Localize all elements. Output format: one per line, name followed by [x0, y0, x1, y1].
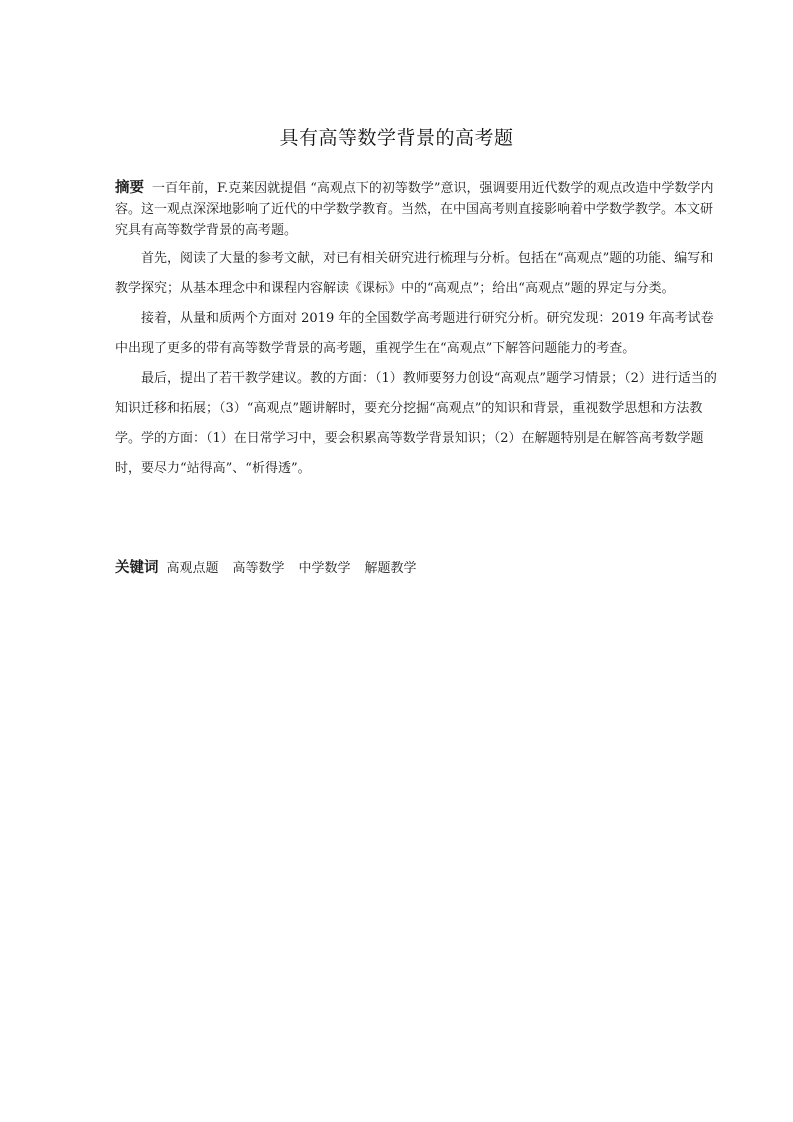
abstract-paragraph-2: 接着，从量和质两个方面对 2019 年的全国数学高考题进行研究分析。研究发现：2019 年高考试卷中出现了更多的带有高等数学背景的高考题，重视学生在“高观点”下解答问题能力的考查。: [115, 311, 714, 356]
abstract-intro-paragraph: [115, 178, 719, 241]
document-title: 具有高等数学背景的高考题: [279, 127, 514, 149]
abstract-intro-text: 一百年前，F.克莱因就提倡 “高观点下的初等数学”意识，强调要用近代数学的观点改造中学数学内容。这一观点深深地影响了近代的中学数学教育。当然，在中国高考则直接影响着中学数学教学。本文研究具有高等数学背景的高考题。: [115, 181, 714, 238]
keyword-item: 中学数学: [298, 561, 351, 576]
keywords-label: 关键词: [115, 560, 159, 576]
abstract-paragraph-1: 首先，阅读了大量的参考文献，对已有相关研究进行梳理与分析。包括在“高观点”题的功能、编写和教学探究；从基本理念中和课程内容解读《课标》中的“高观点”；给出“高观点”题的界定与分类。: [115, 251, 714, 296]
abstract-section: [115, 178, 719, 484]
keyword-item: 高观点题: [166, 561, 219, 576]
abstract-label: 摘要: [115, 180, 144, 196]
keyword-item: 高等数学: [232, 561, 285, 576]
keywords-line: [115, 557, 719, 580]
keyword-item: 解题教学: [364, 561, 417, 576]
abstract-paragraph-3: 最后，提出了若干教学建议。教的方面：（1）教师要努力创设“高观点”题学习情景；（2）进行适当的知识迁移和拓展；（3）“高观点”题讲解时，要充分挖掘“高观点”的知识和背景，重视数学思想和方法教学。学的方面：（1）在日常学习中，要会积累高等数学背景知识；（2）在解题特别是在解答高考数学题时，要尽力“站得高”、“析得透”。: [115, 371, 717, 476]
